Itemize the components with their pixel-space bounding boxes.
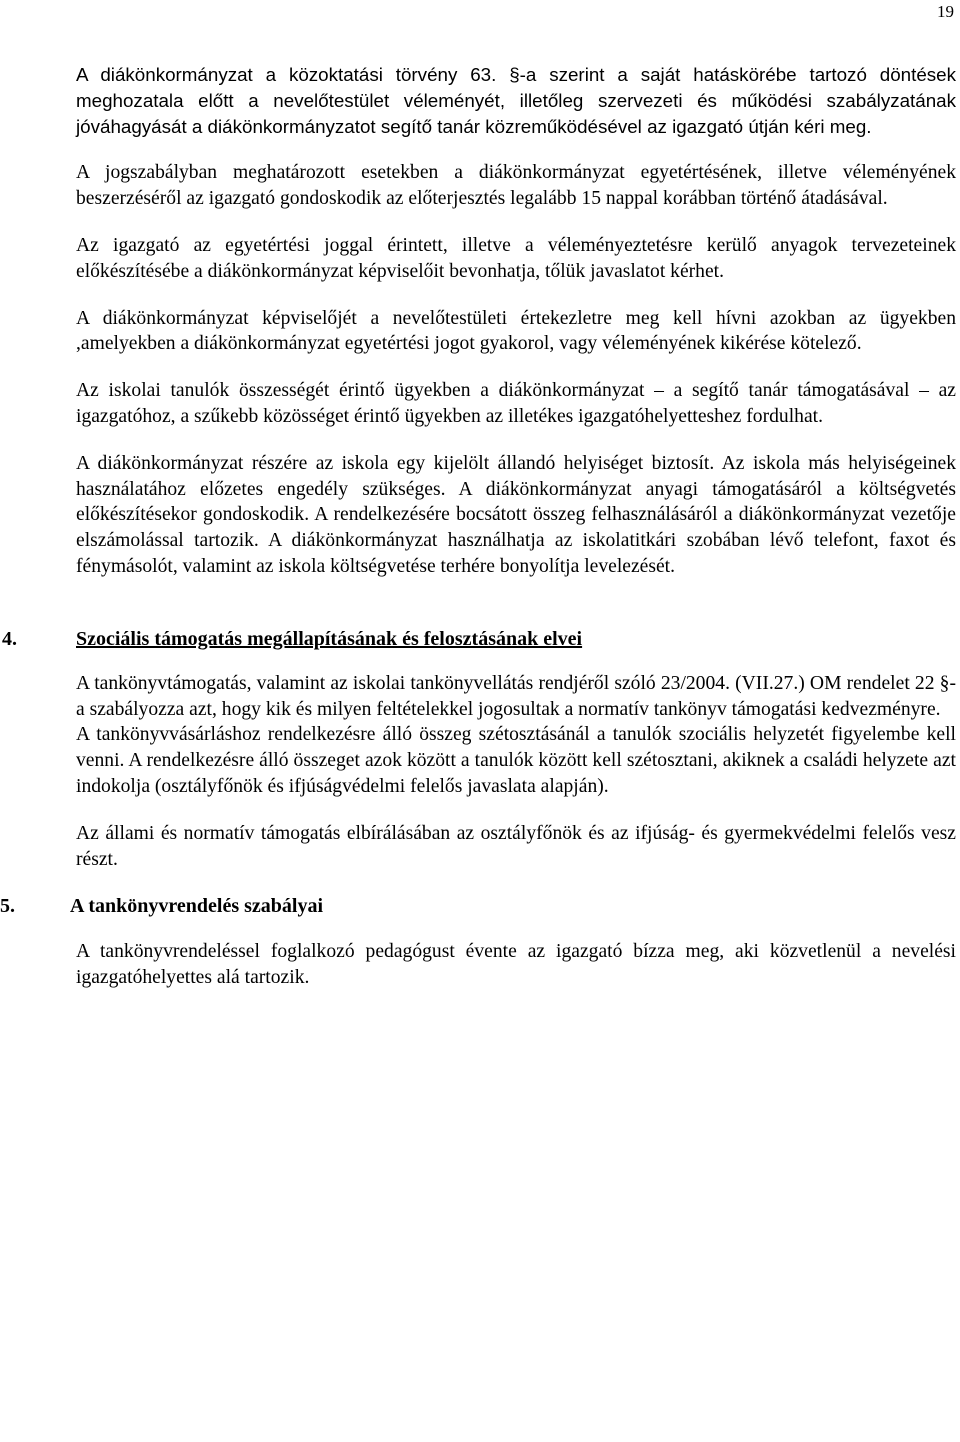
paragraph-textbook-support: A tankönyvtámogatás, valamint az iskolai tankönyvellátás rendjéről szóló 23/2004. (VII.27.) OM rendelet 22 §-a szabályozza azt, hogy kik és milyen feltételekkel jogosultak a normatív tankönyv támogatási kedvezményre. [76,672,956,720]
paragraph-council-room: A diákönkormányzat részére az iskola egy kijelölt állandó helyiséget biztosít. Az iskola más helyiségeinek használatához előzetes engedély szükséges. A diákönkormányzat anyagi támogatásáról a költségvetés előkészítésekor gondoskodik. A rendelkezésére bocsátott összeg felhasználásáról a diákönkormányzat vezetője elszámolással tartozik. A diákönkormányzat használhatja az iskolatitkári szobában lévő telefont, faxot és fénymásolót, valamint az iskola költségvetése terhére bonyolítja levelezését. [76,452,956,577]
paragraph-textbook-distribution: A tankönyvvásárláshoz rendelkezésre álló összeg szétosztásánál a tanulók szociális helyzetét figyelembe kell venni. A rendelkezésre álló összeget azok között a tanulók között kell szétosztani, akiknek a családi helyzete azt indokolja (osztályfőnök és ifjúságvédelmi felelős javaslata alapján). [76,724,956,797]
document-body [0,62,956,1012]
section-5-number: 5. [0,895,15,918]
section-4-number: 4. [2,627,17,650]
page-number: 19 [937,2,954,21]
paragraph-council-representative: A diákönkormányzat képviselőjét a nevelőtestületi értekezletre meg kell hívni azokban az ügyekben ,amelyekben a diákönkormányzat egyetértési jogot gyakorol, vagy véleményének kikérése kötelező. [76,307,956,355]
paragraph-principal-involvement: Az igazgató az egyetértési joggal érintett, illetve a véleményeztetésre kerülő anyagok tervezeteinek előkészítésébe a diákönkormányzat képviselőit bevonhatja, tőlük javaslatot kérhet. [76,234,956,282]
section-4-title: Szociális támogatás megállapításának és felosztásának elvei [76,627,583,650]
paragraph-council-consent: A jogszabályban meghatározott esetekben a diákönkormányzat egyetértésének, illetve véleményének beszerzéséről az igazgató gondoskodik az előterjesztés legalább 15 nappal korábban történő átadásával. [76,162,956,210]
paragraph-state-support: Az állami és normatív támogatás elbírálásában az osztályfőnök és az ifjúság- és gyermekvédelmi felelős vesz részt. [76,822,956,870]
paragraph-school-matters: Az iskolai tanulók összességét érintő ügyekben a diákönkormányzat – a segítő tanár támogatásával – az igazgatóhoz, a szűkebb közösséget érintő ügyekben az illetékes igazgatóhelyetteshez fordulhat. [76,380,956,427]
paragraph-student-council-rights: A diákönkormányzat a közoktatási törvény 63. §-a szerint a saját hatáskörébe tartozó döntések meghozatala előtt a nevelőtestület véleményét, illetőleg szervezeti és működési szabályzatának jóváhagyását a diákönkormányzatot segítő tanár közreműködésével az igazgató útján kéri meg. [76,64,956,137]
section-4-heading [2,626,956,652]
section-5-title: A tankönyvrendelés szabályai [70,895,323,918]
paragraph-textbook-ordering: A tankönyvrendeléssel foglalkozó pedagógust évente az igazgató bízza meg, aki közvetlenül a nevelési igazgatóhelyettes alá tartozik. [76,941,956,989]
section-5-heading [0,893,956,919]
